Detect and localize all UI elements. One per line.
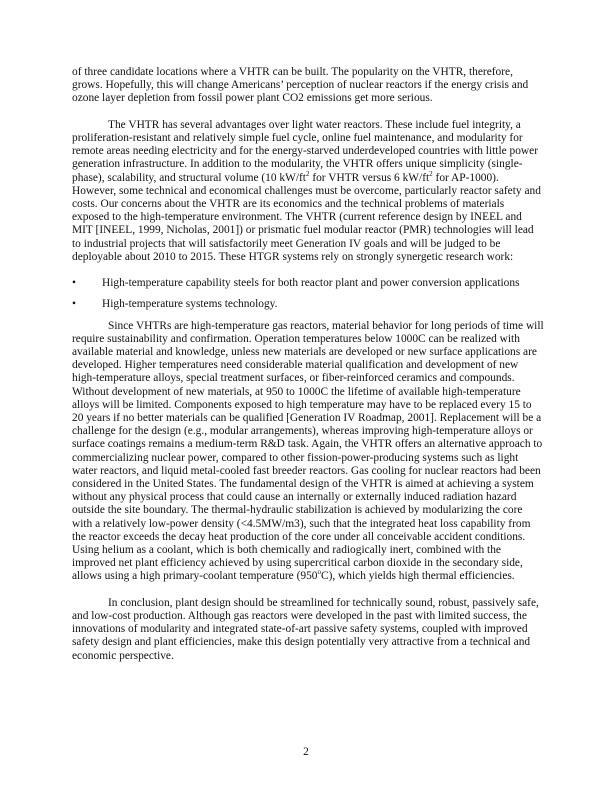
paragraph-conclusion: In conclusion, plant design should be streamlined for technically sound, robust, passively safe, and low-cost production. Although gas reactors were developed in the past with limited success, the innovations of modularity and integrated state-of-art passive safety systems, coupled with improved safety design and plant efficiencies, make this design potentially very attractive from a technical and economic perspective.	[72, 596, 539, 662]
bullet-icon: •	[72, 277, 76, 290]
list-item-text: High-temperature capability steels for both reactor plant and power conversion applications	[102, 277, 520, 290]
page-number: 2	[303, 746, 309, 758]
superscript: 2	[305, 169, 310, 178]
text-segment: for AP-1000). However, some technical and economical challenges must be overcome, particularly reactor safety and costs. Our concerns about the VHTR are its economics and the technical problems of materials exposed to the high-temperature environment. The VHTR (current reference design by INEEL and MIT [INEEL, 1999, Nicholas, 2001]) or prismatic fuel modular reactor (PMR) technologies will lead to industrial projects that will satisfactorily meet Generation IV goals and will be judged to be deployable about 2010 to 2015. These HTGR systems rely on strongly synergetic research work:	[72, 171, 541, 263]
list-item-text: High-temperature systems technology.	[102, 298, 278, 311]
paragraph-vhtr-advantages	[72, 119, 544, 264]
bullet-icon: •	[72, 298, 76, 311]
research-work-list	[72, 277, 544, 311]
list-item	[72, 298, 544, 311]
list-item	[72, 277, 544, 290]
text-segment: C), which yields high thermal efficiencies.	[320, 570, 515, 583]
text-segment: Since VHTRs are high-temperature gas reactors, material behavior for long periods of time will require sustainability and confirmation. Operation temperatures below 1000C can be realized with available material and knowledge, unless new materials are developed or new surface applications are developed. Higher temperatures need considerable material qualification and development of new high-temperature alloys, special treatment surfaces, or fiber-reinforced ceramics and compounds. Without development of new materials, at 950 to 1000C the lifetime of available high-temperature alloys will be limited. Components exposed to high temperature may have to be replaced every 15 to 20 years if no better materials can be qualified [Generation IV Roadmap, 2001]. Replacement will be a challenge for the design (e.g., modular arrangements), whereas improving high-temperature alloys or surface coatings remains a medium-term R&D task. Again, the VHTR offers an alternative approach to commercializing nuclear power, compared to other fission-power-producing systems such as light water reactors, and liquid metal-cooled fast breeder reactors. Gas cooling for nuclear reactors had been considered in the United States. The fundamental design of the VHTR is aimed at achieving a system without any physical process that could cause an internally or externally induced radiation hazard outside the site boundary. The thermal-hydraulic stabilization is achieved by modularizing the core with a relatively low-power density (<4.5MW/m3), such that the integrated heat loss capability from the reactor exceeds the decay heat production of the core under all conceivable accident conditions. Using helium as a coolant, which is both chemically and radiogically inert, combined with the improved net plant efficiency achieved by using supercritical carbon dioxide in the secondary side, allows using a high primary-coolant temperature (950	[72, 319, 544, 583]
paragraph-materials	[72, 320, 544, 584]
text-segment: The VHTR has several advantages over light water reactors. These include fuel integrity, a proliferation-resistant and relatively simple fuel cycle, online fuel maintenance, and modularity for remote areas needing electricity and for the energy-starved underdeveloped countries with little power generation infrastructure. In addition to the modularity, the VHTR offers unique simplicity (single-phase), scalability, and structural volume (10 kW/ft	[72, 118, 538, 184]
paragraph-intro-continued: of three candidate locations where a VHTR can be built. The popularity on the VHTR, therefore, grows. Hopefully, this will change Americans’ perception of nuclear reactors if the energy crisis and ozone layer depletion from fossil power plant CO2 emissions get more serious.	[72, 66, 529, 105]
degree-superscript: o	[317, 568, 321, 577]
text-segment: for VHTR versus 6 kW/ft	[309, 171, 430, 184]
document-page	[72, 66, 544, 676]
superscript: 2	[429, 169, 433, 178]
